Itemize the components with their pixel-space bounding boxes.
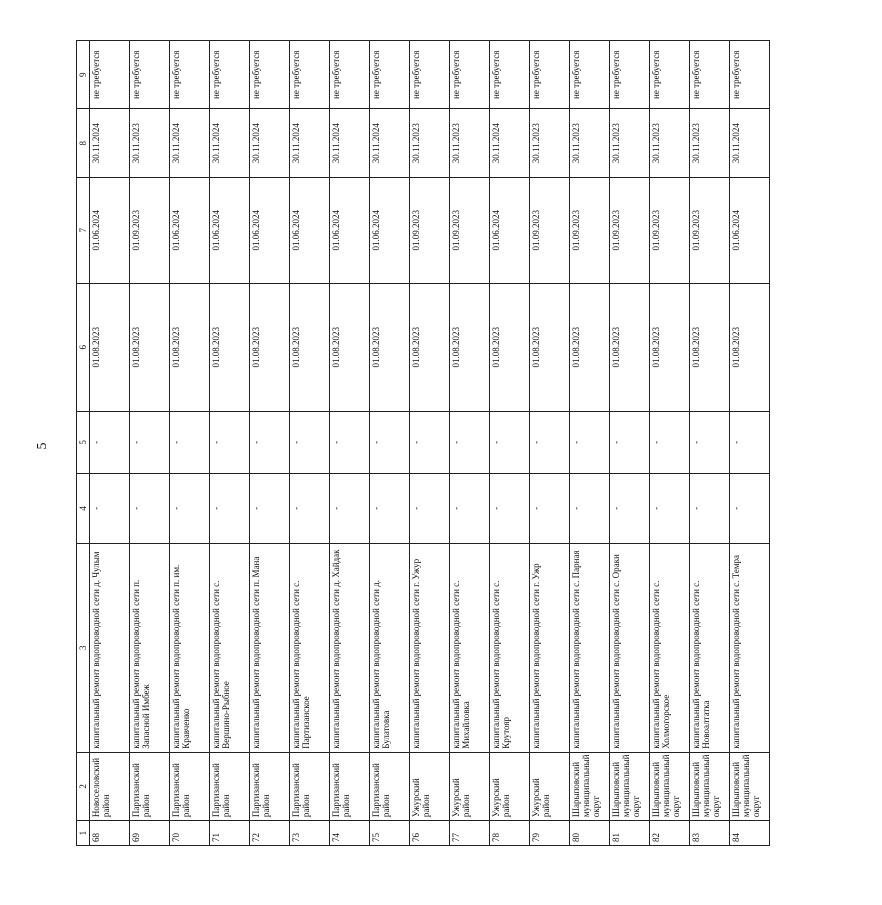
date-col-7: 01.06.2024	[170, 177, 210, 283]
row-number: 68	[90, 821, 130, 846]
col-4-value: -	[530, 474, 570, 544]
col-4-value: -	[450, 474, 490, 544]
date-col-6: 01.08.2023	[650, 283, 690, 411]
date-col-7: 01.06.2024	[330, 177, 370, 283]
table-row	[210, 41, 250, 846]
district: Ужурский район	[530, 752, 570, 820]
requirement-status: не требуется	[90, 41, 130, 110]
col-5-value: -	[410, 411, 450, 473]
date-col-6: 01.08.2023	[690, 283, 730, 411]
col-5-value: -	[650, 411, 690, 473]
page-number: 5	[35, 442, 50, 450]
district: Партизанский район	[330, 752, 370, 820]
date-col-6: 01.08.2023	[90, 283, 130, 411]
header-col-4: 4	[77, 474, 90, 544]
row-number: 82	[650, 821, 690, 846]
work-description: капитальный ремонт водопроводной сети д. Хайдак	[330, 543, 370, 752]
requirement-status: не требуется	[690, 41, 730, 110]
date-col-7: 01.06.2024	[250, 177, 290, 283]
work-description: капитальный ремонт водопроводной сети г. Ужр	[530, 543, 570, 752]
work-description: капитальный ремонт водопроводной сети с. Крутояр	[490, 543, 530, 752]
row-number: 81	[610, 821, 650, 846]
col-4-value: -	[570, 474, 610, 544]
works-table	[76, 40, 770, 846]
requirement-status: не требуется	[210, 41, 250, 110]
col-4-value: -	[130, 474, 170, 544]
date-col-6: 01.08.2023	[530, 283, 570, 411]
date-col-8: 30.11.2024	[730, 109, 770, 177]
date-col-6: 01.08.2023	[330, 283, 370, 411]
col-5-value: -	[130, 411, 170, 473]
date-col-7: 01.09.2023	[690, 177, 730, 283]
row-number: 69	[130, 821, 170, 846]
table-row	[610, 41, 650, 846]
col-4-value: -	[650, 474, 690, 544]
district: Партизанский район	[130, 752, 170, 820]
table-frame	[76, 40, 882, 842]
col-5-value: -	[610, 411, 650, 473]
table-row	[650, 41, 690, 846]
col-5-value: -	[570, 411, 610, 473]
table-body	[90, 41, 770, 846]
district: Партизанский район	[370, 752, 410, 820]
col-5-value: -	[730, 411, 770, 473]
table-row	[370, 41, 410, 846]
requirement-status: не требуется	[730, 41, 770, 110]
date-col-8: 30.11.2024	[250, 109, 290, 177]
row-number: 73	[290, 821, 330, 846]
requirement-status: не требуется	[330, 41, 370, 110]
col-4-value: -	[90, 474, 130, 544]
col-5-value: -	[250, 411, 290, 473]
requirement-status: не требуется	[490, 41, 530, 110]
district: Шарыповский муниципальный округ	[610, 752, 650, 820]
district: Ужурский район	[410, 752, 450, 820]
date-col-7: 01.09.2023	[450, 177, 490, 283]
work-description: капитальный ремонт водопроводной сети с. Темра	[730, 543, 770, 752]
date-col-7: 01.09.2023	[130, 177, 170, 283]
date-col-8: 30.11.2023	[570, 109, 610, 177]
work-description: капитальный ремонт водопроводной сети п. им. Кравченко	[170, 543, 210, 752]
col-5-value: -	[210, 411, 250, 473]
requirement-status: не требуется	[250, 41, 290, 110]
col-5-value: -	[330, 411, 370, 473]
rotated-table-wrapper	[76, 40, 762, 846]
date-col-8: 30.11.2023	[650, 109, 690, 177]
requirement-status: не требуется	[610, 41, 650, 110]
work-description: капитальный ремонт водопроводной сети д. Булатовка	[370, 543, 410, 752]
date-col-8: 30.11.2023	[610, 109, 650, 177]
header-col-2: 2	[77, 752, 90, 820]
district: Ужурский район	[490, 752, 530, 820]
table-row	[170, 41, 210, 846]
table-row	[530, 41, 570, 846]
date-col-7: 01.06.2024	[210, 177, 250, 283]
date-col-6: 01.08.2023	[610, 283, 650, 411]
col-4-value: -	[690, 474, 730, 544]
table-header	[77, 41, 90, 846]
header-col-5: 5	[77, 411, 90, 473]
date-col-8: 30.11.2024	[330, 109, 370, 177]
date-col-7: 01.09.2023	[530, 177, 570, 283]
table-row	[290, 41, 330, 846]
district: Новоселовский район	[90, 752, 130, 820]
col-5-value: -	[690, 411, 730, 473]
date-col-6: 01.08.2023	[410, 283, 450, 411]
work-description: капитальный ремонт водопроводной сети с. Новоалтатка	[690, 543, 730, 752]
date-col-7: 01.06.2024	[730, 177, 770, 283]
date-col-8: 30.11.2024	[370, 109, 410, 177]
table-row	[410, 41, 450, 846]
requirement-status: не требуется	[650, 41, 690, 110]
work-description: капитальный ремонт водопроводной сети с. Михайловка	[450, 543, 490, 752]
district: Партизанский район	[170, 752, 210, 820]
date-col-8: 30.11.2023	[530, 109, 570, 177]
date-col-8: 30.11.2023	[690, 109, 730, 177]
header-col-7: 7	[77, 177, 90, 283]
table-row	[330, 41, 370, 846]
work-description: капитальный ремонт водопроводной сети с. Партизанское	[290, 543, 330, 752]
requirement-status: не требуется	[570, 41, 610, 110]
date-col-6: 01.08.2023	[210, 283, 250, 411]
date-col-6: 01.08.2023	[290, 283, 330, 411]
col-4-value: -	[730, 474, 770, 544]
row-number: 84	[730, 821, 770, 846]
row-number: 75	[370, 821, 410, 846]
requirement-status: не требуется	[170, 41, 210, 110]
col-5-value: -	[370, 411, 410, 473]
col-5-value: -	[490, 411, 530, 473]
date-col-7: 01.09.2023	[570, 177, 610, 283]
row-number: 70	[170, 821, 210, 846]
district: Шарыповский муниципальный округ	[570, 752, 610, 820]
work-description: капитальный ремонт водопроводной сети с. Ораки	[610, 543, 650, 752]
date-col-7: 01.06.2024	[90, 177, 130, 283]
date-col-6: 01.08.2023	[450, 283, 490, 411]
row-number: 74	[330, 821, 370, 846]
table-row	[570, 41, 610, 846]
date-col-7: 01.06.2024	[370, 177, 410, 283]
date-col-6: 01.08.2023	[730, 283, 770, 411]
date-col-8: 30.11.2024	[170, 109, 210, 177]
col-4-value: -	[210, 474, 250, 544]
header-col-6: 6	[77, 283, 90, 411]
date-col-8: 30.11.2024	[490, 109, 530, 177]
row-number: 76	[410, 821, 450, 846]
col-5-value: -	[170, 411, 210, 473]
date-col-6: 01.08.2023	[170, 283, 210, 411]
date-col-6: 01.08.2023	[250, 283, 290, 411]
date-col-6: 01.08.2023	[370, 283, 410, 411]
date-col-7: 01.09.2023	[610, 177, 650, 283]
col-5-value: -	[290, 411, 330, 473]
requirement-status: не требуется	[370, 41, 410, 110]
work-description: капитальный ремонт водопроводной сети с. Холмогорское	[650, 543, 690, 752]
col-4-value: -	[250, 474, 290, 544]
date-col-7: 01.09.2023	[410, 177, 450, 283]
date-col-8: 30.11.2024	[210, 109, 250, 177]
requirement-status: не требуется	[450, 41, 490, 110]
col-5-value: -	[450, 411, 490, 473]
row-number: 83	[690, 821, 730, 846]
requirement-status: не требуется	[530, 41, 570, 110]
table-row	[450, 41, 490, 846]
col-4-value: -	[170, 474, 210, 544]
row-number: 71	[210, 821, 250, 846]
table-row	[690, 41, 730, 846]
col-4-value: -	[410, 474, 450, 544]
work-description: капитальный ремонт водопроводной сети п. Запасной Имбеж	[130, 543, 170, 752]
date-col-8: 30.11.2023	[410, 109, 450, 177]
row-number: 80	[570, 821, 610, 846]
date-col-7: 01.06.2024	[290, 177, 330, 283]
district: Шарыповский муниципальный округ	[690, 752, 730, 820]
row-number: 79	[530, 821, 570, 846]
work-description: капитальный ремонт водопроводной сети с. Парная	[570, 543, 610, 752]
header-col-3: 3	[77, 543, 90, 752]
table-row	[250, 41, 290, 846]
district: Шарыповский муниципальный округ	[730, 752, 770, 820]
date-col-6: 01.08.2023	[570, 283, 610, 411]
row-number: 78	[490, 821, 530, 846]
date-col-8: 30.11.2024	[90, 109, 130, 177]
work-description: капитальный ремонт водопроводной сети с. Вершино-Рыбное	[210, 543, 250, 752]
col-5-value: -	[90, 411, 130, 473]
date-col-8: 30.11.2024	[290, 109, 330, 177]
date-col-8: 30.11.2023	[450, 109, 490, 177]
header-col-9: 9	[77, 41, 90, 110]
col-4-value: -	[370, 474, 410, 544]
work-description: капитальный ремонт водопроводной сети д. Чулым	[90, 543, 130, 752]
work-description: капитальный ремонт водопроводной сети п. Мана	[250, 543, 290, 752]
header-col-1: 1	[77, 821, 90, 846]
requirement-status: не требуется	[290, 41, 330, 110]
requirement-status: не требуется	[130, 41, 170, 110]
date-col-6: 01.08.2023	[490, 283, 530, 411]
col-4-value: -	[610, 474, 650, 544]
table-row	[730, 41, 770, 846]
district: Партизанский район	[250, 752, 290, 820]
col-4-value: -	[290, 474, 330, 544]
district: Партизанский район	[210, 752, 250, 820]
date-col-7: 01.06.2024	[490, 177, 530, 283]
date-col-8: 30.11.2023	[130, 109, 170, 177]
header-col-8: 8	[77, 109, 90, 177]
table-row	[90, 41, 130, 846]
work-description: капитальный ремонт водопроводной сети г. Ужур	[410, 543, 450, 752]
row-number: 77	[450, 821, 490, 846]
district: Ужурский район	[450, 752, 490, 820]
requirement-status: не требуется	[410, 41, 450, 110]
row-number: 72	[250, 821, 290, 846]
col-4-value: -	[490, 474, 530, 544]
district: Шарыповский муниципальный округ	[650, 752, 690, 820]
col-4-value: -	[330, 474, 370, 544]
table-row	[130, 41, 170, 846]
date-col-6: 01.08.2023	[130, 283, 170, 411]
col-5-value: -	[530, 411, 570, 473]
table-row	[490, 41, 530, 846]
date-col-7: 01.09.2023	[650, 177, 690, 283]
district: Партизанский район	[290, 752, 330, 820]
